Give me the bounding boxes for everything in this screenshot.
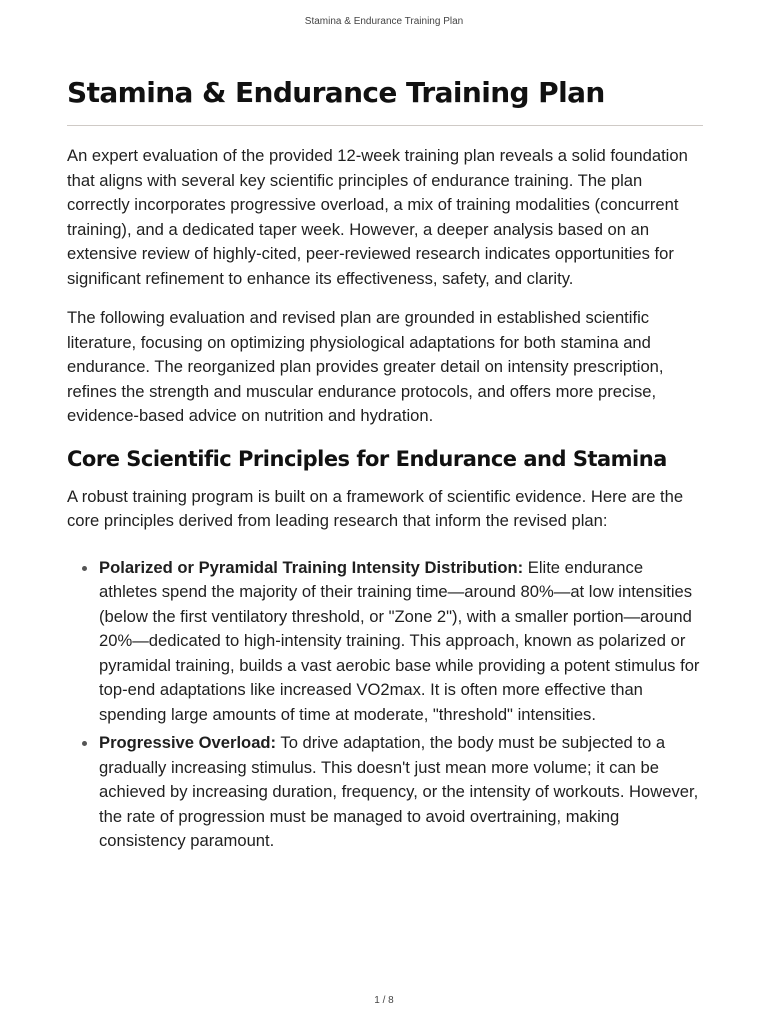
principles-list bbox=[67, 556, 703, 854]
principle-text: Elite endurance athletes spend the majority of their training time—around 80%—at low intensities (below the first ventilatory threshold, or "Zone 2"), with a smaller portion—around 20%—dedicated to high-intensity training. This approach, known as polarized or pyramidal training, builds a vast aerobic base while providing a potent stimulus for top-end adaptations like increased VO2max. It is often more effective than spending large amounts of time at moderate, "threshold" intensities. bbox=[99, 557, 700, 724]
page-indicator: 1 / 8 bbox=[374, 995, 394, 1006]
principle-term: Polarized or Pyramidal Training Intensity Distribution: bbox=[99, 557, 524, 577]
principle-term: Progressive Overload: bbox=[99, 733, 277, 752]
bullet-icon bbox=[82, 741, 87, 746]
section-heading: Core Scientific Principles for Endurance and Stamina bbox=[67, 446, 667, 471]
title-divider bbox=[67, 125, 703, 126]
document-page bbox=[67, 76, 703, 858]
bullet-icon bbox=[82, 566, 87, 571]
document-title: Stamina & Endurance Training Plan bbox=[67, 76, 605, 109]
intro-paragraph-2: The following evaluation and revised plan are grounded in established scientific literature, focusing on optimizing physiological adaptations for both stamina and endurance. The reorganized plan provides greater detail on intensity prescription, refines the strength and muscular endurance protocols, and offers more precise, evidence-based advice on nutrition and hydration. bbox=[67, 308, 664, 425]
section-lead-paragraph: A robust training program is built on a framework of scientific evidence. Here are the core principles derived from leading research that inform the revised plan: bbox=[67, 486, 684, 530]
list-item bbox=[67, 731, 703, 854]
running-header: Stamina & Endurance Training Plan bbox=[304, 16, 464, 27]
intro-paragraph-1: An expert evaluation of the provided 12-week training plan reveals a solid foundation that aligns with several key scientific principles of endurance training. The plan correctly incorporates progressive overload, a mix of training modalities (concurrent training), and a dedicated taper week. However, a deeper analysis based on an extensive review of highly-cited, peer-reviewed research indicates opportunities for significant refinement to enhance its effectiveness, safety, and clarity. bbox=[67, 146, 688, 288]
list-item bbox=[67, 556, 703, 728]
principle-text: To drive adaptation, the body must be subjected to a gradually increasing stimulus. This doesn't just mean more volume; it can be achieved by increasing duration, frequency, or the intensity of workouts. However, the rate of progression must be managed to avoid overtraining, making consistency paramount. bbox=[99, 733, 699, 850]
